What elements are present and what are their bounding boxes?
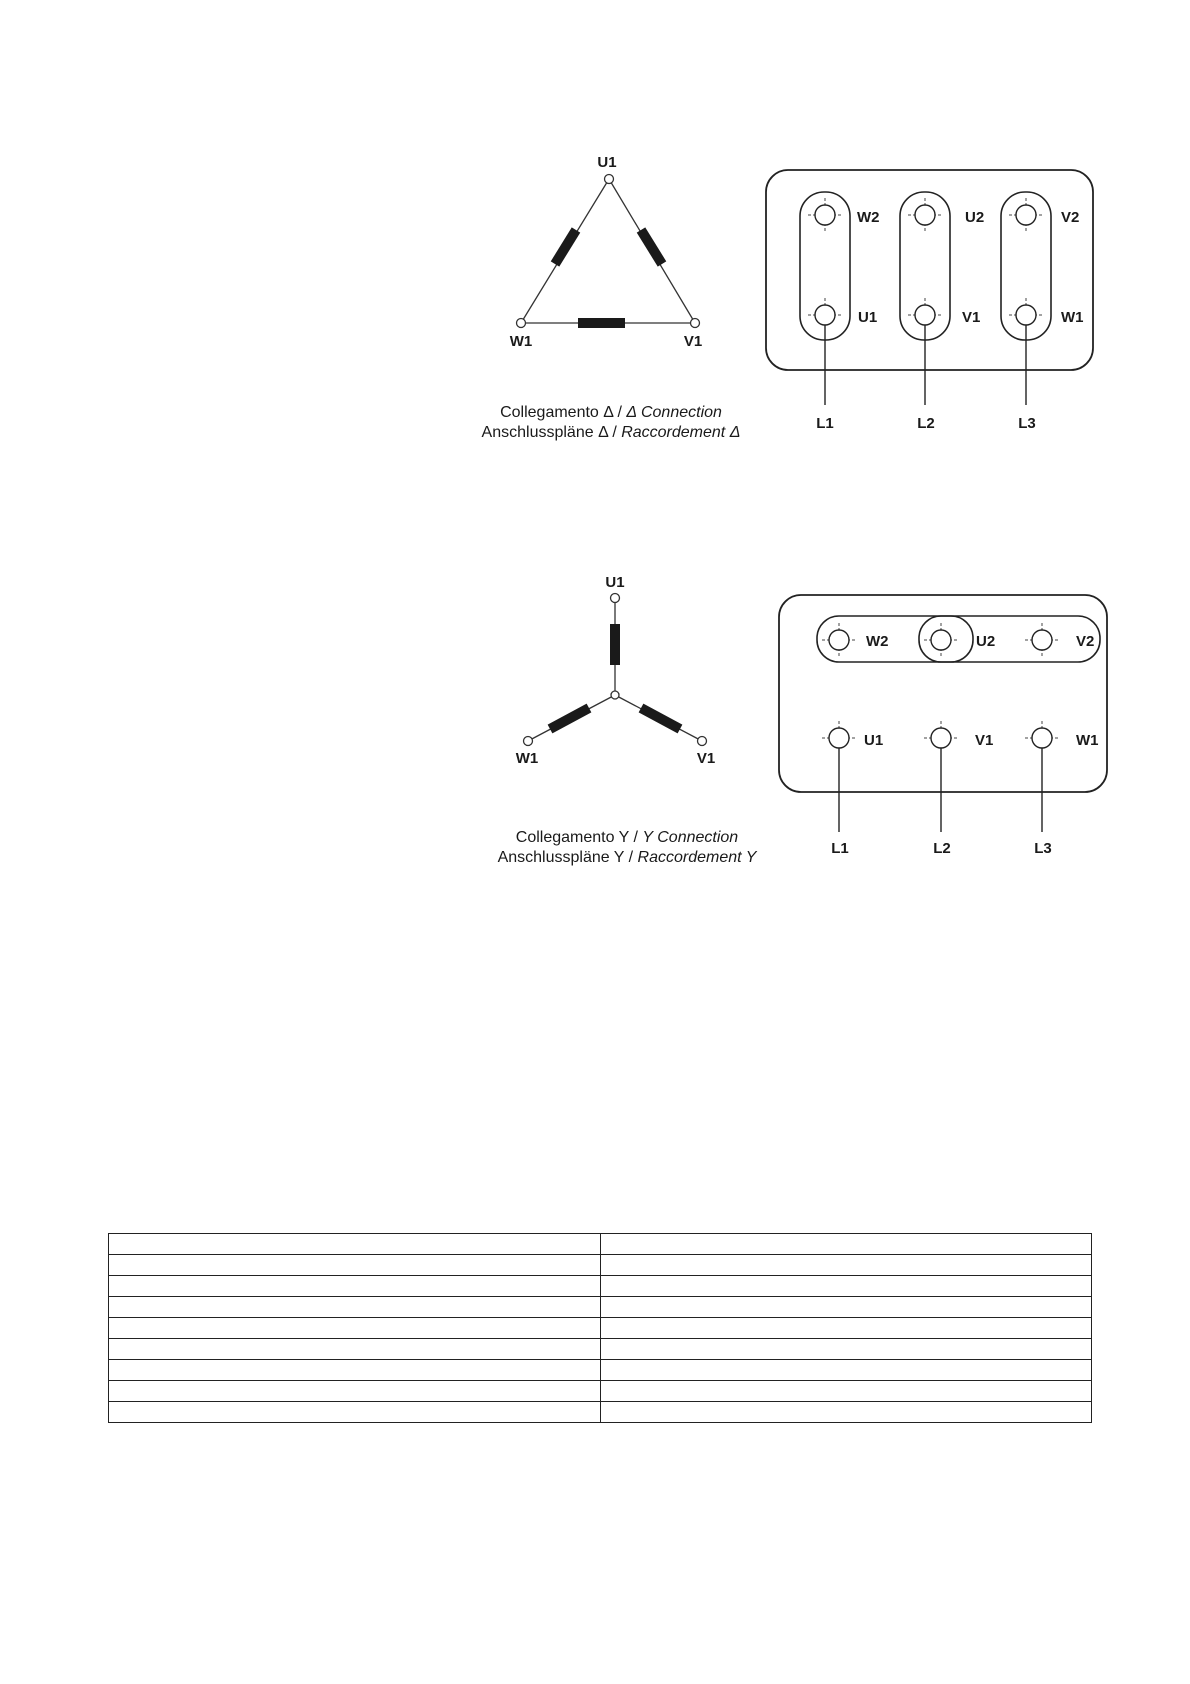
delta-node-label-left: W1: [509, 333, 533, 350]
table-row: [109, 1318, 1092, 1339]
table-row: [109, 1255, 1092, 1276]
star-coil-right: [641, 708, 680, 729]
table-cell: [600, 1297, 1092, 1318]
delta-terminal-board: [766, 170, 1093, 432]
delta-terminal-w2: [815, 205, 835, 225]
star-terminal-plate: [779, 595, 1107, 792]
table-cell: [109, 1318, 601, 1339]
delta-terminal-label: V1: [962, 309, 981, 326]
delta-terminal-label: U1: [858, 309, 878, 326]
star-terminal-label: U2: [976, 633, 996, 650]
table-cell: [600, 1339, 1092, 1360]
star-coil-left: [550, 708, 589, 729]
delta-terminal-label: U2: [965, 209, 985, 226]
star-node-top: [611, 594, 620, 603]
table-row: [109, 1297, 1092, 1318]
table-row: [109, 1276, 1092, 1297]
star-line-label: L2: [933, 840, 951, 857]
star-node-left: [524, 737, 533, 746]
delta-caption-line1: Collegamento Δ / Δ Connection: [500, 404, 722, 421]
star-caption-line2: Anschlusspläne Y / Raccordement Y: [497, 849, 757, 866]
delta-terminal-label: W1: [1061, 309, 1084, 326]
table-cell: [109, 1339, 601, 1360]
table-cell: [109, 1276, 601, 1297]
delta-node-top: [605, 175, 614, 184]
delta-terminal-v1: [915, 305, 935, 325]
star-node-label-left: W1: [515, 750, 539, 767]
delta-coil-left: [555, 230, 576, 264]
delta-node-label-right: V1: [683, 333, 703, 350]
star-terminal-label: U1: [864, 732, 884, 749]
star-terminal-u2: [931, 630, 951, 650]
table-cell: [109, 1381, 601, 1402]
star-terminal-label: V1: [975, 732, 994, 749]
delta-line-label: L1: [816, 415, 834, 432]
delta-line-label: L2: [917, 415, 935, 432]
delta-line-label: L3: [1018, 415, 1036, 432]
table-cell: [600, 1234, 1092, 1255]
table-cell: [600, 1381, 1092, 1402]
table-row: [109, 1381, 1092, 1402]
star-terminal-u1: [829, 728, 849, 748]
star-node-label-right: V1: [696, 750, 716, 767]
delta-node-label-top: U1: [597, 154, 617, 171]
delta-node-left: [517, 319, 526, 328]
delta-terminal-u1: [815, 305, 835, 325]
star-terminal-v2: [1032, 630, 1052, 650]
star-terminal-w1: [1032, 728, 1052, 748]
table-cell: [109, 1360, 601, 1381]
star-caption-line1: Collegamento Y / Y Connection: [515, 829, 739, 846]
table-row: [109, 1360, 1092, 1381]
delta-winding-diagram: [510, 154, 702, 350]
delta-terminal-w1: [1016, 305, 1036, 325]
table-row: [109, 1234, 1092, 1255]
data-table: [108, 1233, 1092, 1423]
table-cell: [109, 1255, 601, 1276]
star-terminal-v1: [931, 728, 951, 748]
table-cell: [600, 1360, 1092, 1381]
delta-caption-line2: Anschlusspläne Δ / Raccordement Δ: [481, 424, 741, 441]
delta-coil-right: [641, 230, 662, 264]
delta-terminal-v2: [1016, 205, 1036, 225]
star-terminal-label: W1: [1076, 732, 1099, 749]
table-cell: [600, 1276, 1092, 1297]
star-terminal-w2: [829, 630, 849, 650]
star-terminal-label: V2: [1076, 633, 1095, 650]
delta-terminal-label: W2: [857, 209, 880, 226]
table-cell: [600, 1402, 1092, 1423]
delta-terminal-label: V2: [1061, 209, 1080, 226]
star-center-node: [611, 691, 619, 699]
table-cell: [600, 1318, 1092, 1339]
table-cell: [109, 1402, 601, 1423]
table-cell: [600, 1255, 1092, 1276]
star-winding-diagram: [516, 574, 715, 767]
star-line-label: L1: [831, 840, 849, 857]
star-node-label-top: U1: [605, 574, 625, 591]
table-cell: [109, 1297, 601, 1318]
table-row: [109, 1402, 1092, 1423]
star-terminal-label: W2: [866, 633, 889, 650]
star-terminal-board: [779, 595, 1107, 857]
delta-node-right: [691, 319, 700, 328]
table-row: [109, 1339, 1092, 1360]
star-line-label: L3: [1034, 840, 1052, 857]
delta-terminal-u2: [915, 205, 935, 225]
table-cell: [109, 1234, 601, 1255]
star-node-right: [698, 737, 707, 746]
